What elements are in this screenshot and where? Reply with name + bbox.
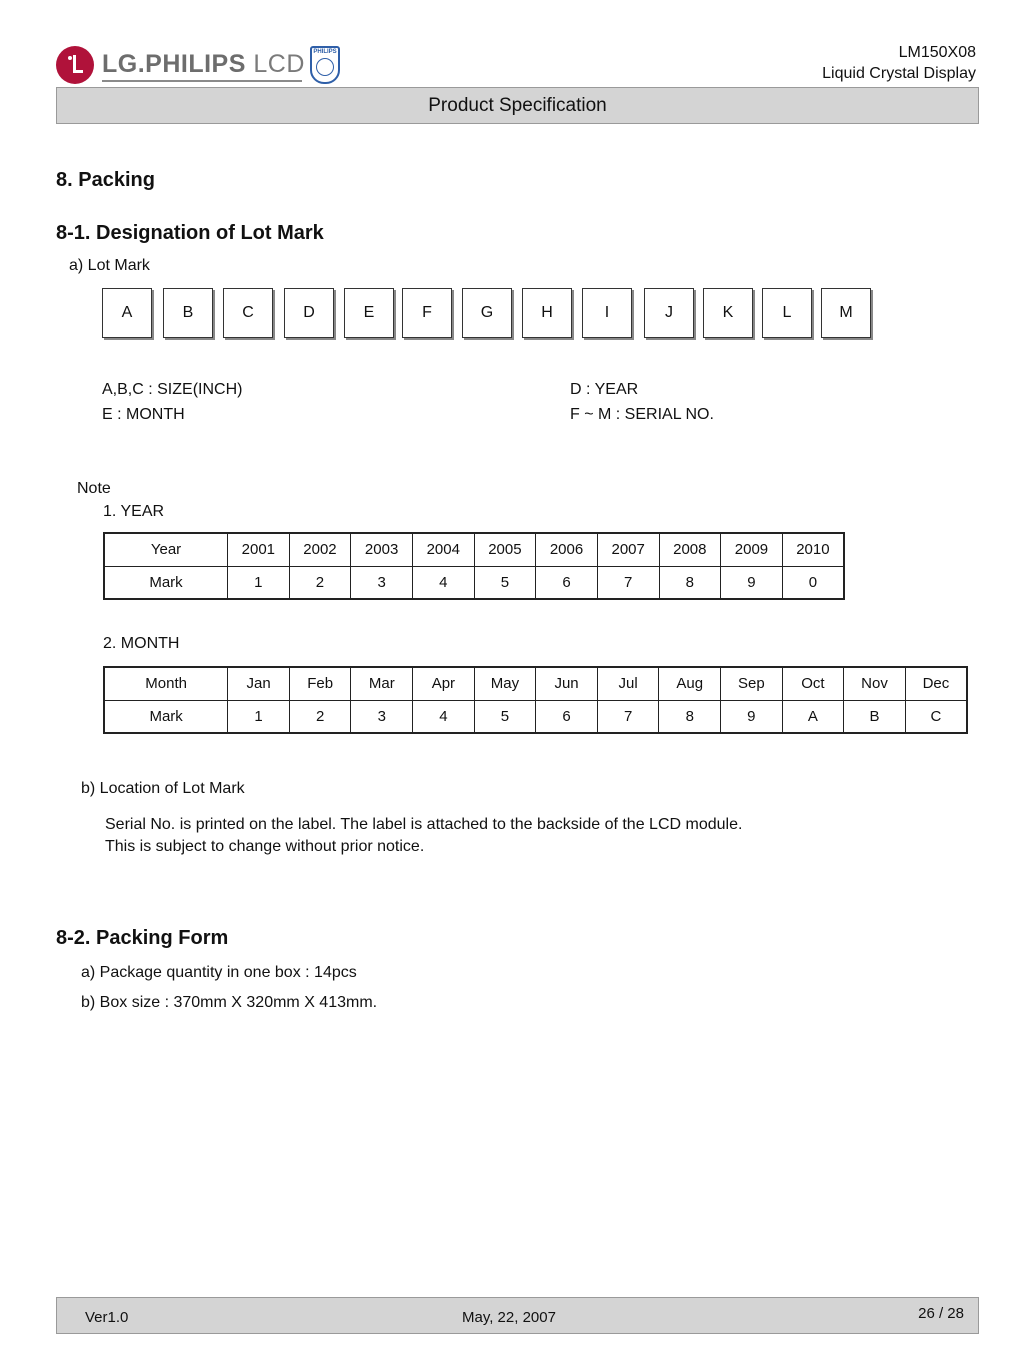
table-row-header [104, 667, 967, 700]
table-cell: 6 [536, 566, 598, 599]
legend-year: D : YEAR [570, 381, 639, 398]
location-label: b) Location of Lot Mark [81, 780, 245, 797]
table-cell: 2009 [721, 533, 783, 566]
table-cell: Feb [289, 667, 351, 700]
table-cell: Dec [905, 667, 967, 700]
table-cell: 2010 [782, 533, 844, 566]
logo-wordmark: LG.PHILIPS LCD [102, 50, 305, 78]
table-cell: 2006 [536, 533, 598, 566]
lot-mark-box: I [582, 288, 632, 338]
lot-mark-box: G [462, 288, 512, 338]
table-cell: Mar [351, 667, 413, 700]
table-cell: C [905, 700, 967, 733]
box-size: b) Box size : 370mm X 320mm X 413mm. [81, 994, 378, 1011]
lot-mark-box: L [762, 288, 812, 338]
table-cell: A [782, 700, 844, 733]
table-cell: 8 [659, 700, 721, 733]
table-row-label: Year [104, 533, 228, 566]
lot-mark-box: D [284, 288, 334, 338]
table-cell: 2 [289, 566, 351, 599]
table-cell: Jul [597, 667, 659, 700]
lot-mark-box: B [163, 288, 213, 338]
table-cell: Apr [413, 667, 475, 700]
table-cell: Nov [844, 667, 906, 700]
location-text-2: This is subject to change without prior notice. [105, 838, 425, 855]
lot-mark-box: M [821, 288, 871, 338]
legend-month: E : MONTH [102, 406, 185, 423]
table-cell: 9 [721, 700, 783, 733]
table-row-label: Mark [104, 566, 228, 599]
header-model-info [822, 42, 976, 84]
philips-shield-icon: PHILIPS [310, 46, 340, 84]
package-quantity: a) Package quantity in one box : 14pcs [81, 964, 357, 981]
table-cell: Aug [659, 667, 721, 700]
table-cell: Oct [782, 667, 844, 700]
company-logo [56, 44, 346, 86]
table-cell: 7 [597, 700, 659, 733]
lot-mark-box: F [402, 288, 452, 338]
table-cell: 3 [351, 700, 413, 733]
table-cell: 2002 [289, 533, 351, 566]
table-cell: May [474, 667, 536, 700]
table-cell: 4 [413, 700, 475, 733]
doc-title-bar: Product Specification [56, 87, 979, 124]
table-row-label: Month [104, 667, 228, 700]
table-cell: 2005 [474, 533, 536, 566]
subsection-title-packing-form: 8-2. Packing Form [56, 927, 229, 949]
table-cell: 8 [659, 566, 721, 599]
month-table-label: 2. MONTH [103, 635, 180, 652]
location-text-1: Serial No. is printed on the label. The label is attached to the backside of the LCD module. [105, 816, 743, 833]
table-cell: 9 [721, 566, 783, 599]
lot-mark-box: H [522, 288, 572, 338]
table-cell: 5 [474, 566, 536, 599]
table-cell: B [844, 700, 906, 733]
table-cell: 5 [474, 700, 536, 733]
table-row-header [104, 533, 844, 566]
lot-mark-box: J [644, 288, 694, 338]
table-cell: 2004 [412, 533, 474, 566]
table-cell: 0 [782, 566, 844, 599]
table-cell: Sep [721, 667, 783, 700]
lot-mark-label: a) Lot Mark [69, 257, 150, 274]
product-type: Liquid Crystal Display [822, 65, 976, 82]
table-cell: 1 [228, 700, 290, 733]
table-cell: 2003 [351, 533, 413, 566]
table-row-mark [104, 700, 967, 733]
legend-serial: F ~ M : SERIAL NO. [570, 406, 714, 423]
year-table-label: 1. YEAR [103, 503, 165, 520]
lot-mark-box: C [223, 288, 273, 338]
table-cell: 6 [536, 700, 598, 733]
table-cell: 2 [289, 700, 351, 733]
year-table [103, 532, 845, 600]
table-cell: 7 [597, 566, 659, 599]
table-cell: Jan [228, 667, 290, 700]
lot-mark-box: K [703, 288, 753, 338]
footer-page-number: 26 / 28 [918, 1305, 964, 1322]
month-table [103, 666, 968, 734]
table-row-label: Mark [104, 700, 228, 733]
table-cell: 2001 [228, 533, 290, 566]
page-footer [56, 1297, 979, 1334]
lot-mark-box: A [102, 288, 152, 338]
lot-mark-box: E [344, 288, 394, 338]
table-cell: 2008 [659, 533, 721, 566]
section-title: 8. Packing [56, 169, 155, 191]
footer-date: May, 22, 2007 [462, 1309, 556, 1326]
note-label: Note [77, 480, 111, 497]
footer-version: Ver1.0 [85, 1309, 129, 1326]
table-cell: 4 [412, 566, 474, 599]
table-cell: Jun [536, 667, 598, 700]
table-cell: 1 [228, 566, 290, 599]
table-cell: 3 [351, 566, 413, 599]
lg-face-icon [56, 46, 94, 84]
model-number: LM150X08 [898, 44, 976, 61]
table-row-mark [104, 566, 844, 599]
legend-size: A,B,C : SIZE(INCH) [102, 381, 243, 398]
subsection-title-lot-mark: 8-1. Designation of Lot Mark [56, 222, 324, 244]
table-cell: 2007 [597, 533, 659, 566]
